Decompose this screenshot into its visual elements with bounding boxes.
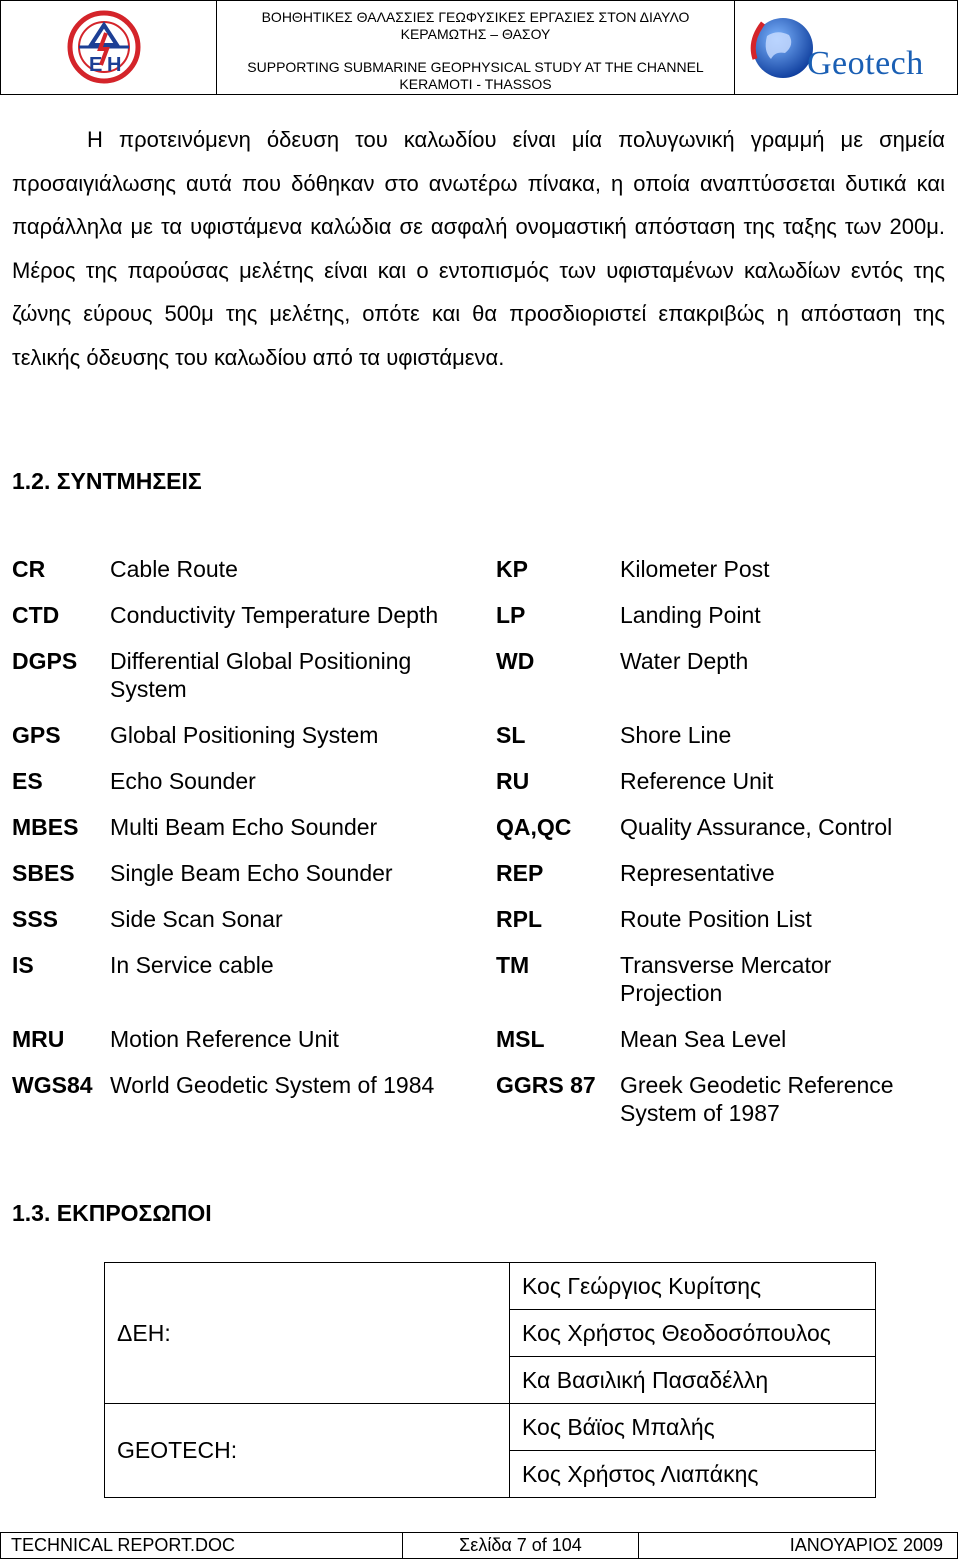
abbr-code: KP <box>496 556 528 582</box>
dei-logo <box>1 1 217 94</box>
representative-name: Κος Γεώργιος Κυρίτσης <box>510 1263 876 1310</box>
abbr-definition: Side Scan Sonar <box>110 906 283 932</box>
abbr-row <box>12 555 952 601</box>
abbr-definition: Quality Assurance, Control <box>620 814 893 840</box>
abbr-definition: Reference Unit <box>620 768 774 794</box>
abbr-row <box>12 1025 952 1071</box>
abbr-code: LP <box>496 602 526 628</box>
abbr-code: IS <box>12 952 34 978</box>
abbr-code: MBES <box>12 814 79 840</box>
abbr-code: RU <box>496 768 530 794</box>
abbr-code: SL <box>496 722 526 748</box>
section-heading-representatives: 1.3. ΕΚΠΡΟΣΩΠΟΙ <box>12 1200 212 1226</box>
org-cell: GEOTECH: <box>105 1404 510 1498</box>
abbr-definition: Shore Line <box>620 722 732 748</box>
abbr-code: WD <box>496 648 535 674</box>
table-row <box>105 1263 876 1310</box>
abbr-definition: World Geodetic System of 1984 <box>110 1072 435 1098</box>
abbr-code: GPS <box>12 722 61 748</box>
abbr-code: TM <box>496 952 530 978</box>
abbr-code: RPL <box>496 906 542 932</box>
abbr-definition: Representative <box>620 860 775 886</box>
abbr-definition: Water Depth <box>620 648 749 674</box>
abbr-row <box>12 859 952 905</box>
abbr-row <box>12 647 952 721</box>
abbr-code: CR <box>12 556 46 582</box>
representative-name: Κος Χρήστος Θεοδοσόπουλος <box>510 1310 876 1357</box>
abbr-row <box>12 905 952 951</box>
abbr-code: ES <box>12 768 43 794</box>
abbr-code: DGPS <box>12 648 78 674</box>
abbr-row <box>12 767 952 813</box>
abbr-definition: Conductivity Temperature Depth <box>110 602 439 628</box>
abbr-code: GGRS 87 <box>496 1072 596 1098</box>
abbr-row <box>12 813 952 859</box>
abbr-code: MRU <box>12 1026 65 1052</box>
dei-logo-icon <box>1 1 216 94</box>
abbr-row <box>12 721 952 767</box>
geotech-logo <box>735 1 957 94</box>
abbr-definition: Cable Route <box>110 556 238 582</box>
abbreviations-list <box>12 555 952 1145</box>
abbr-code: SBES <box>12 860 75 886</box>
footer-date: ΙΑΝΟΥΑΡΙΟΣ 2009 <box>789 1535 943 1555</box>
org-cell: ΔΕΗ: <box>105 1263 510 1404</box>
abbr-code: WGS84 <box>12 1072 93 1098</box>
footer-filename: TECHNICAL REPORT.DOC <box>1 1533 403 1558</box>
header-title-en-line1: SUPPORTING SUBMARINE GEOPHYSICAL STUDY AT THE CHANNEL <box>247 59 704 75</box>
header-title-gr-line1: ΒΟΗΘΗΤΙΚΕΣ ΘΑΛΑΣΣΙΕΣ ΓΕΩΦΥΣΙΚΕΣ ΕΡΓΑΣΙΕΣ ΣΤΟΝ ΔΙΑΥΛΟ <box>261 9 690 25</box>
abbr-definition: Greek Geodetic Reference System of 1987 <box>620 1072 894 1126</box>
footer-page-number: Σελίδα 7 of 104 <box>403 1533 639 1558</box>
abbr-definition: Echo Sounder <box>110 768 256 794</box>
representatives-table <box>104 1262 876 1498</box>
paragraph-text: Η προτεινόμενη όδευση του καλωδίου είναι μία πολυγωνική γραμμή με σημεία προσαιγιάλωσης αυτά που δόθηκαν στο ανωτέρω πίνακα, η οποία αναπτύσσεται δυτικά και παράλληλα με τα υφιστάμενα καλώδια σε ασφαλή ονομαστική απόσταση της ταξης των 200μ. Μέρος της παρούσας μελέτης είναι και ο εντοπισμός των υφισταμένων καλωδίων εντός της ζώνης εύρους 500μ της μελέτης, οπότε και θα προσδιοριστεί επακριβώς η απόσταση της τελικής όδευσης του καλωδίου από τα υφιστάμενα. <box>12 127 945 370</box>
body-paragraph <box>12 118 945 379</box>
globe-icon <box>745 1 815 94</box>
section-heading-abbreviations: 1.2. ΣΥΝΤΜΗΣΕΙΣ <box>12 468 202 494</box>
representative-name: Κος Βάϊος Μπαλής <box>510 1404 876 1451</box>
abbr-definition: Landing Point <box>620 602 761 628</box>
page-header <box>0 0 958 95</box>
abbr-row <box>12 1071 952 1145</box>
table-row <box>105 1404 876 1451</box>
header-title-en-line2: KERAMOTI - THASSOS <box>399 76 552 92</box>
abbr-definition: Transverse Mercator Projection <box>620 952 832 1006</box>
representative-name: Κος Χρήστος Λιαπάκης <box>510 1451 876 1498</box>
abbr-code: MSL <box>496 1026 545 1052</box>
header-title-gr-line2: ΚΕΡΑΜΩΤΗΣ – ΘΑΣΟΥ <box>400 26 551 42</box>
abbr-code: SSS <box>12 906 59 932</box>
abbr-definition: Kilometer Post <box>620 556 770 582</box>
representative-name: Κα Βασιλική Πασαδέλλη <box>510 1357 876 1404</box>
abbr-definition: Global Positioning System <box>110 722 379 748</box>
header-title-block <box>217 1 735 94</box>
abbr-definition: Single Beam Echo Sounder <box>110 860 393 886</box>
svg-text:Η: Η <box>107 54 122 76</box>
abbr-definition: In Service cable <box>110 952 274 978</box>
page-footer <box>0 1532 958 1559</box>
abbr-code: QA,QC <box>496 814 572 840</box>
abbr-definition: Route Position List <box>620 906 812 932</box>
abbr-definition: Motion Reference Unit <box>110 1026 339 1052</box>
abbr-code: REP <box>496 860 544 886</box>
abbr-definition: Differential Global Positioning System <box>110 648 412 702</box>
abbr-row <box>12 601 952 647</box>
abbr-row <box>12 951 952 1025</box>
abbr-code: CTD <box>12 602 60 628</box>
abbr-definition: Multi Beam Echo Sounder <box>110 814 378 840</box>
geotech-wordmark: Geotech <box>807 45 924 82</box>
svg-text:Ε: Ε <box>89 54 103 76</box>
abbr-definition: Mean Sea Level <box>620 1026 787 1052</box>
